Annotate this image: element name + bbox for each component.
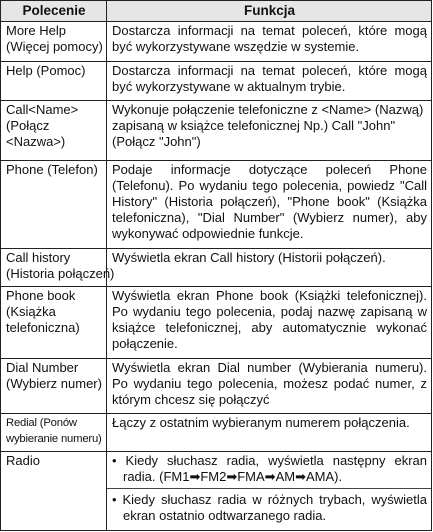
command-text: Dial Number [6, 360, 79, 375]
function-cell: Wykonuje połączenie telefoniczne z <Name> (Nazwą) zapisaną w książce telefonicznej Np.) Call "John" (Połącz "John") [107, 101, 432, 161]
command-text: (Połącz [6, 118, 50, 133]
command-cell [1, 62, 107, 101]
table-row [1, 287, 432, 359]
bullet-divider [107, 488, 431, 489]
table-row [1, 62, 432, 101]
command-cell [1, 414, 107, 452]
command-text: Phone book [6, 288, 76, 303]
command-text: Redial (Ponów [6, 417, 77, 429]
command-cell [1, 287, 107, 359]
function-cell: Wyświetla ekran Phone book (Książki telefonicznej). Po wydaniu tego polecenia, podaj nazwę zapisaną w książce telefonicznej, aby automatycznie wykonać połączenie. [107, 287, 432, 359]
function-cell: Dostarcza informacji na temat poleceń, które mogą być wykorzystywane wszędzie w systemie. [107, 22, 432, 62]
command-cell [1, 22, 107, 62]
command-cell [1, 249, 115, 287]
bullet-item: • Kiedy słuchasz radia, wyświetla następny ekran radia. (FM1➡FM2➡FMA➡AM➡AMA). [112, 453, 427, 484]
function-cell: Łączy z ostatnim wybieranym numerem połączenia. [107, 414, 432, 452]
command-cell [1, 161, 107, 249]
command-text: Phone (Telefon) [6, 162, 98, 177]
table-header-row [1, 1, 432, 22]
command-text: (Historia połączeń) [6, 266, 115, 281]
command-text: (Więcej pomocy) [6, 39, 103, 54]
command-text: (Książka [6, 304, 56, 319]
command-text: telefoniczna) [6, 320, 80, 335]
command-text: <Nazwa>) [6, 134, 66, 149]
function-cell: Wyświetla ekran Call history (Historii połączeń). [107, 249, 432, 287]
header-command: Polecenie [1, 1, 107, 22]
table-row [1, 414, 432, 452]
function-cell [107, 452, 432, 531]
command-text: Help (Pomoc) [6, 63, 86, 78]
function-cell: Podaje informacje dotyczące poleceń Phone (Telefonu). Po wydaniu tego polecenia, powiedz "Call History" (Historia połączeń), "Phone book" (Książka telefoniczna), "Dial Number" (Wybierz numer), aby wykonywać odpowiednie funkcje. [107, 161, 432, 249]
command-text: Call history [6, 250, 71, 265]
command-text: More Help [6, 23, 66, 38]
command-cell [1, 452, 107, 531]
header-function: Funkcja [107, 1, 432, 22]
table-row [1, 359, 432, 414]
function-cell: Wyświetla ekran Dial number (Wybierania numeru). Po wydaniu tego polecenia, możesz podać numer, z którym chcesz się połączyć [107, 359, 432, 414]
table-row [1, 101, 432, 161]
table-row [1, 249, 432, 287]
command-text: (Wybierz numer) [6, 376, 102, 391]
command-cell [1, 101, 107, 161]
table-row [1, 452, 432, 531]
table-row [1, 161, 432, 249]
bullet-item: • Kiedy słuchasz radia w różnych trybach, wyświetla ekran ostatnio odtwarzanego radia. [112, 492, 427, 523]
function-cell: Dostarcza informacji na temat poleceń, które mogą być wykorzystywane w aktualnym trybie. [107, 62, 432, 101]
command-text: wybieranie numeru) [6, 433, 102, 445]
command-text: Radio [6, 453, 40, 468]
command-cell [1, 359, 107, 414]
command-text: Call<Name> [6, 102, 79, 117]
table-row [1, 22, 432, 62]
